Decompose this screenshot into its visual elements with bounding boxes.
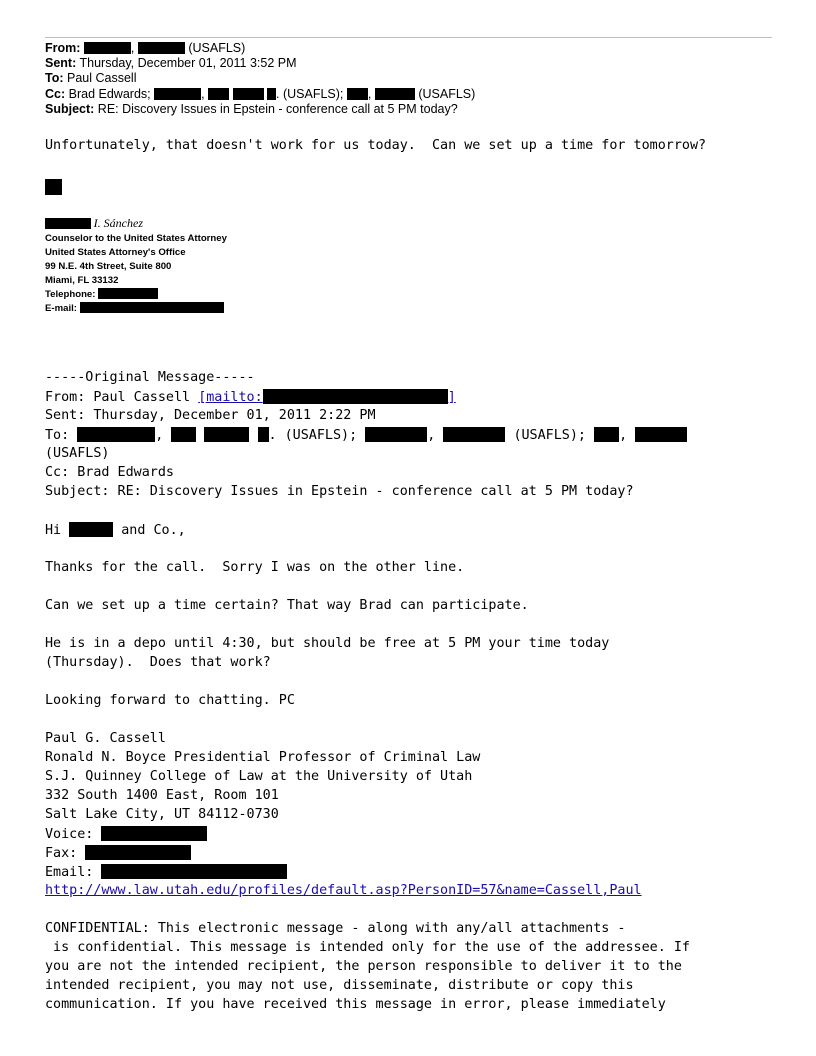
redaction xyxy=(80,302,224,313)
redaction xyxy=(101,864,287,879)
redaction xyxy=(267,88,276,100)
profile-link[interactable]: http://www.law.utah.edu/profiles/default.asp?PersonID=57&name=Cassell,Paul xyxy=(45,883,642,898)
reply-body: Unfortunately, that doesn't work for us today. Can we set up a time for tomorrow? xyxy=(45,138,707,153)
redaction xyxy=(154,88,201,100)
redaction xyxy=(635,427,687,442)
redaction xyxy=(98,288,158,299)
to-row: To: Paul Cassell xyxy=(45,71,137,86)
redaction xyxy=(208,88,229,100)
greeting: Hi and Co., xyxy=(45,523,186,538)
redaction xyxy=(263,389,448,404)
redaction xyxy=(138,42,185,54)
redaction xyxy=(45,218,91,229)
redaction xyxy=(101,826,207,841)
header-divider xyxy=(45,37,772,38)
redaction xyxy=(69,522,113,537)
redaction xyxy=(171,427,196,442)
voice-row: Voice: xyxy=(45,826,207,842)
redaction xyxy=(443,427,505,442)
email-row: Email: xyxy=(45,864,287,880)
email-header xyxy=(45,41,475,117)
sent-row: Sent: Thursday, December 01, 2011 3:52 PM xyxy=(45,56,297,71)
redaction xyxy=(594,427,619,442)
fax-row: Fax: xyxy=(45,845,191,861)
original-from: From: Paul Cassell [mailto: ] xyxy=(45,390,456,405)
original-message: -----Original Message----- From: Paul Cassell [mailto: ] Sent: Thursday, December 01, 2011 2:22 PM To: , . (USAFLS); , (USAFLS); , (USAFLS) Cc: Brad Edwards Subject: RE: Discovery Issues in Epstein - conference call at 5 PM today? Hi and Co., Thanks for the call. Sorry I was on the other line. Can we set up a time certain? That way Brad can participate. He is in a depo until 4:30, but should be free at 5 PM your time today (Thursday). Does that work? Looking forward to chatting. PC Paul G. Cassell Ronald N. Boyce Presidential Professor of Criminal Law S.J. Quinney College of Law at the University of Utah 332 South 1400 East, Room 101 Salt Lake City, UT 84112-0730 Voice: Fax: Email: http://www.law.utah.edu/profiles/default.asp?PersonID=57&name=Cassell,Paul CONFIDENTIAL: This electronic message - along with any/all attachments - is confidential. This message is intended only for the use of the addressee. If you are not the intended recipient, the person responsible to deliver it to the intended recipient, you may not use, disseminate, distribute or copy this communication. If you have received this message in error, please immediately xyxy=(45,370,690,1012)
original-to: To: , . (USAFLS); , (USAFLS); , xyxy=(45,427,687,443)
cc-row: Cc: Brad Edwards; , . (USAFLS); , (USAFLS) xyxy=(45,86,476,101)
subject-row: Subject: RE: Discovery Issues in Epstein - conference call at 5 PM today? xyxy=(45,101,458,116)
redaction xyxy=(77,427,155,442)
redaction xyxy=(365,427,427,442)
redaction xyxy=(233,88,264,100)
mailto-link[interactable]: [mailto: ] xyxy=(198,390,456,405)
from-row: From: , (USAFLS) xyxy=(45,41,246,55)
redaction xyxy=(204,427,249,442)
redaction xyxy=(347,88,368,100)
redaction xyxy=(375,88,415,100)
redaction xyxy=(85,845,191,860)
signature-block: I. Sánchez Counselor to the United States Attorney United States Attorney's Office 99 N.E. 4th Street, Suite 800 Miami, FL 33132 Telephone: E-mail: xyxy=(45,216,227,314)
redaction xyxy=(84,42,131,54)
redaction xyxy=(45,179,62,195)
redaction xyxy=(258,427,269,442)
